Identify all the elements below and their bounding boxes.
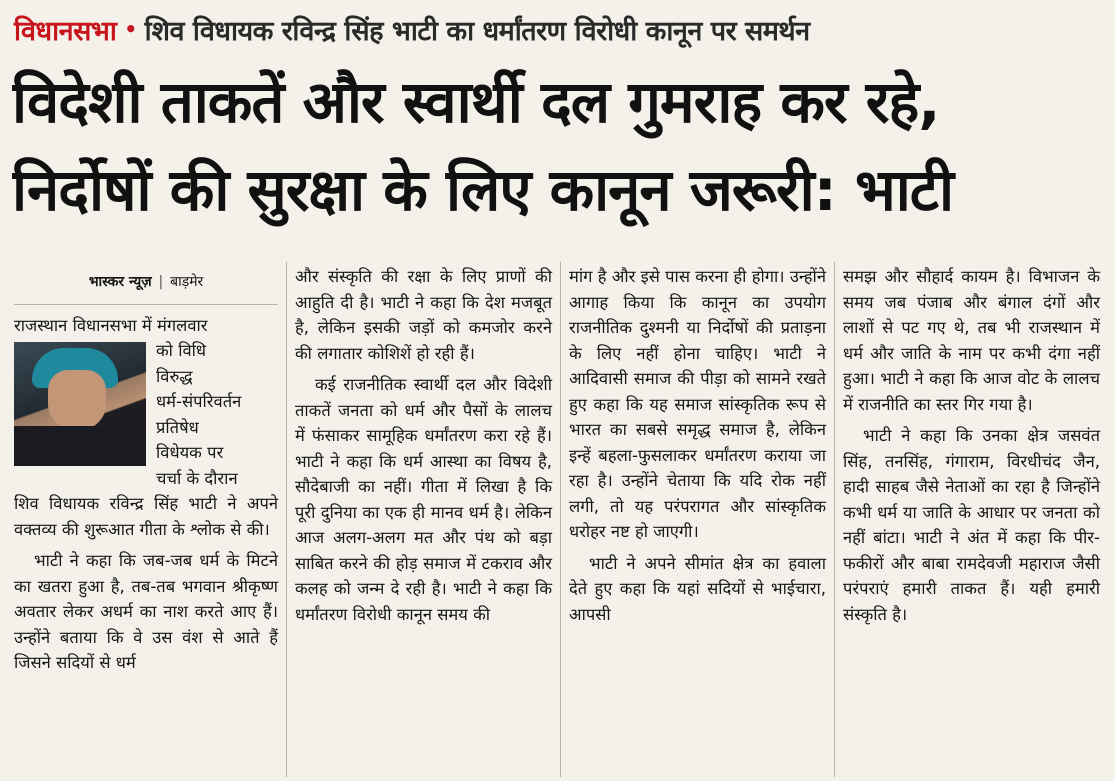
article-body (12, 262, 1108, 777)
kicker-bullet: • (124, 17, 137, 41)
column-4 (834, 262, 1108, 777)
paragraph: और संस्कृति की रक्षा के लिए प्राणों की आहुति दी है। भाटी ने कहा कि देश मजबूत है, लेकिन इसकी जड़ों को कमजोर करने की लगातार कोशिशें हो रही हैं। (295, 267, 552, 363)
byline (14, 264, 278, 305)
paragraph: मांग है और इसे पास करना ही होगा। उन्होंने आगाह किया कि कानून का उपयोग राजनीतिक दुश्मनी या निर्दोषों की प्रताड़ना के लिए नहीं होना चाहिए। भाटी ने आदिवासी समाज की पीड़ा को सामने रखते हुए कहा कि यह समाज सांस्कृतिक रूप से भारत का सबसे समृद्ध समाज है, लेकिन इन्हें बहला-फुसलाकर धर्मांतरण कराया जा रहा है। उन्होंने चेताया कि यदि रोक नहीं लगी, तो यह परंपरागत और सांस्कृतिक धरोहर नष्ट हो जाएगी। (569, 267, 826, 541)
kicker-topic: शिव विधायक रविन्द्र सिंह भाटी का धर्मांतरण विरोधी कानून पर समर्थन (144, 15, 810, 47)
side-line: धर्म-संपरिवर्तन (156, 392, 242, 411)
photo-wrap (14, 338, 278, 491)
side-line: प्रतिषेध (156, 417, 199, 437)
paragraph: भाटी ने अपने सीमांत क्षेत्र का हवाला देते हुए कहा कि यहां सदियों से भाईचारा, आपसी (569, 553, 826, 624)
photo-body-shape (14, 426, 146, 466)
side-line: चर्चा के दौरान (156, 468, 238, 488)
kicker (14, 4, 1109, 54)
column-1 (12, 262, 286, 777)
headline (12, 58, 1107, 234)
paragraph: कई राजनीतिक स्वार्थी दल और विदेशी ताकतें जनता को धर्म और पैसों के लालच में फंसाकर सामूहिक धर्मांतरण करा रहे हैं। भाटी ने कहा कि धर्म आस्था का विषय है, सौदेबाजी का नहीं। गीता में लिखा है कि पूरी दुनिया का एक ही मानव धर्म है। लेकिन आज अलग-अलग मत और पंथ को बड़ा साबित करने की होड़ समाज में टकराव और कलह को जन्म दे रही है। भाटी ने कहा कि धर्मांतरण विरोधी कानून समय की (295, 375, 552, 624)
column-3 (560, 262, 834, 777)
side-line: को विधि (156, 341, 207, 360)
side-line: विरुद्ध (156, 366, 193, 386)
section-label: विधानसभा (14, 15, 117, 47)
lead-text: राजस्थान विधानसभा में मंगलवार (14, 315, 208, 335)
byline-place: बाड़मेर (170, 274, 204, 290)
side-line: विधेयक पर (156, 443, 224, 462)
headline-line-2: निर्दोषों की सुरक्षा के लिए कानून जरूरी: भाटी (12, 156, 954, 224)
byline-separator: | (158, 274, 164, 290)
paragraph: भाटी ने कहा कि उनका क्षेत्र जसवंत सिंह, तनसिंह, गंगाराम, विरधीचंद जैन, हादी साहब जैसे नेताओं का रहा है जिन्होंने कभी धर्म या जाति के आधार पर जनता को नहीं बांटा। भाटी ने अंत में कहा कि पीर-फकीरों और बाबा रामदेवजी महाराज जैसी परंपराएं हमारी ताकत हैं। यही हमारी संस्कृति है। (843, 426, 1100, 624)
paragraph: भाटी ने कहा कि जब-जब धर्म के मिटने का खतरा हुआ है, तब-तब भगवान श्रीकृष्ण अवतार लेकर अधर्म का नाश करते आए हैं। उन्होंने बताया कि वे उस वंश से आते हैं जिसने सदियों से धर्म (14, 551, 278, 672)
side-text (156, 338, 241, 491)
paragraph: शिव विधायक रविन्द्र सिंह भाटी ने अपने वक्तव्य की शुरूआत गीता के श्लोक से की। (14, 494, 278, 539)
reporter-photo (14, 342, 146, 466)
photo-face-shape (48, 370, 106, 430)
byline-agency: भास्कर न्यूज़ (88, 274, 152, 290)
column-2 (286, 262, 560, 777)
headline-line-1: विदेशी ताकतें और स्वार्थी दल गुमराह कर रहे, (12, 68, 940, 136)
paragraph: समझ और सौहार्द कायम है। विभाजन के समय जब पंजाब और बंगाल दंगों और लाशों से पट गए थे, तब भी राजस्थान में धर्म और जाति के नाम पर कभी दंगा नहीं हुआ। भाटी ने कहा कि आज वोट के लालच में राजनीति का स्तर गिर गया है। (843, 267, 1100, 414)
